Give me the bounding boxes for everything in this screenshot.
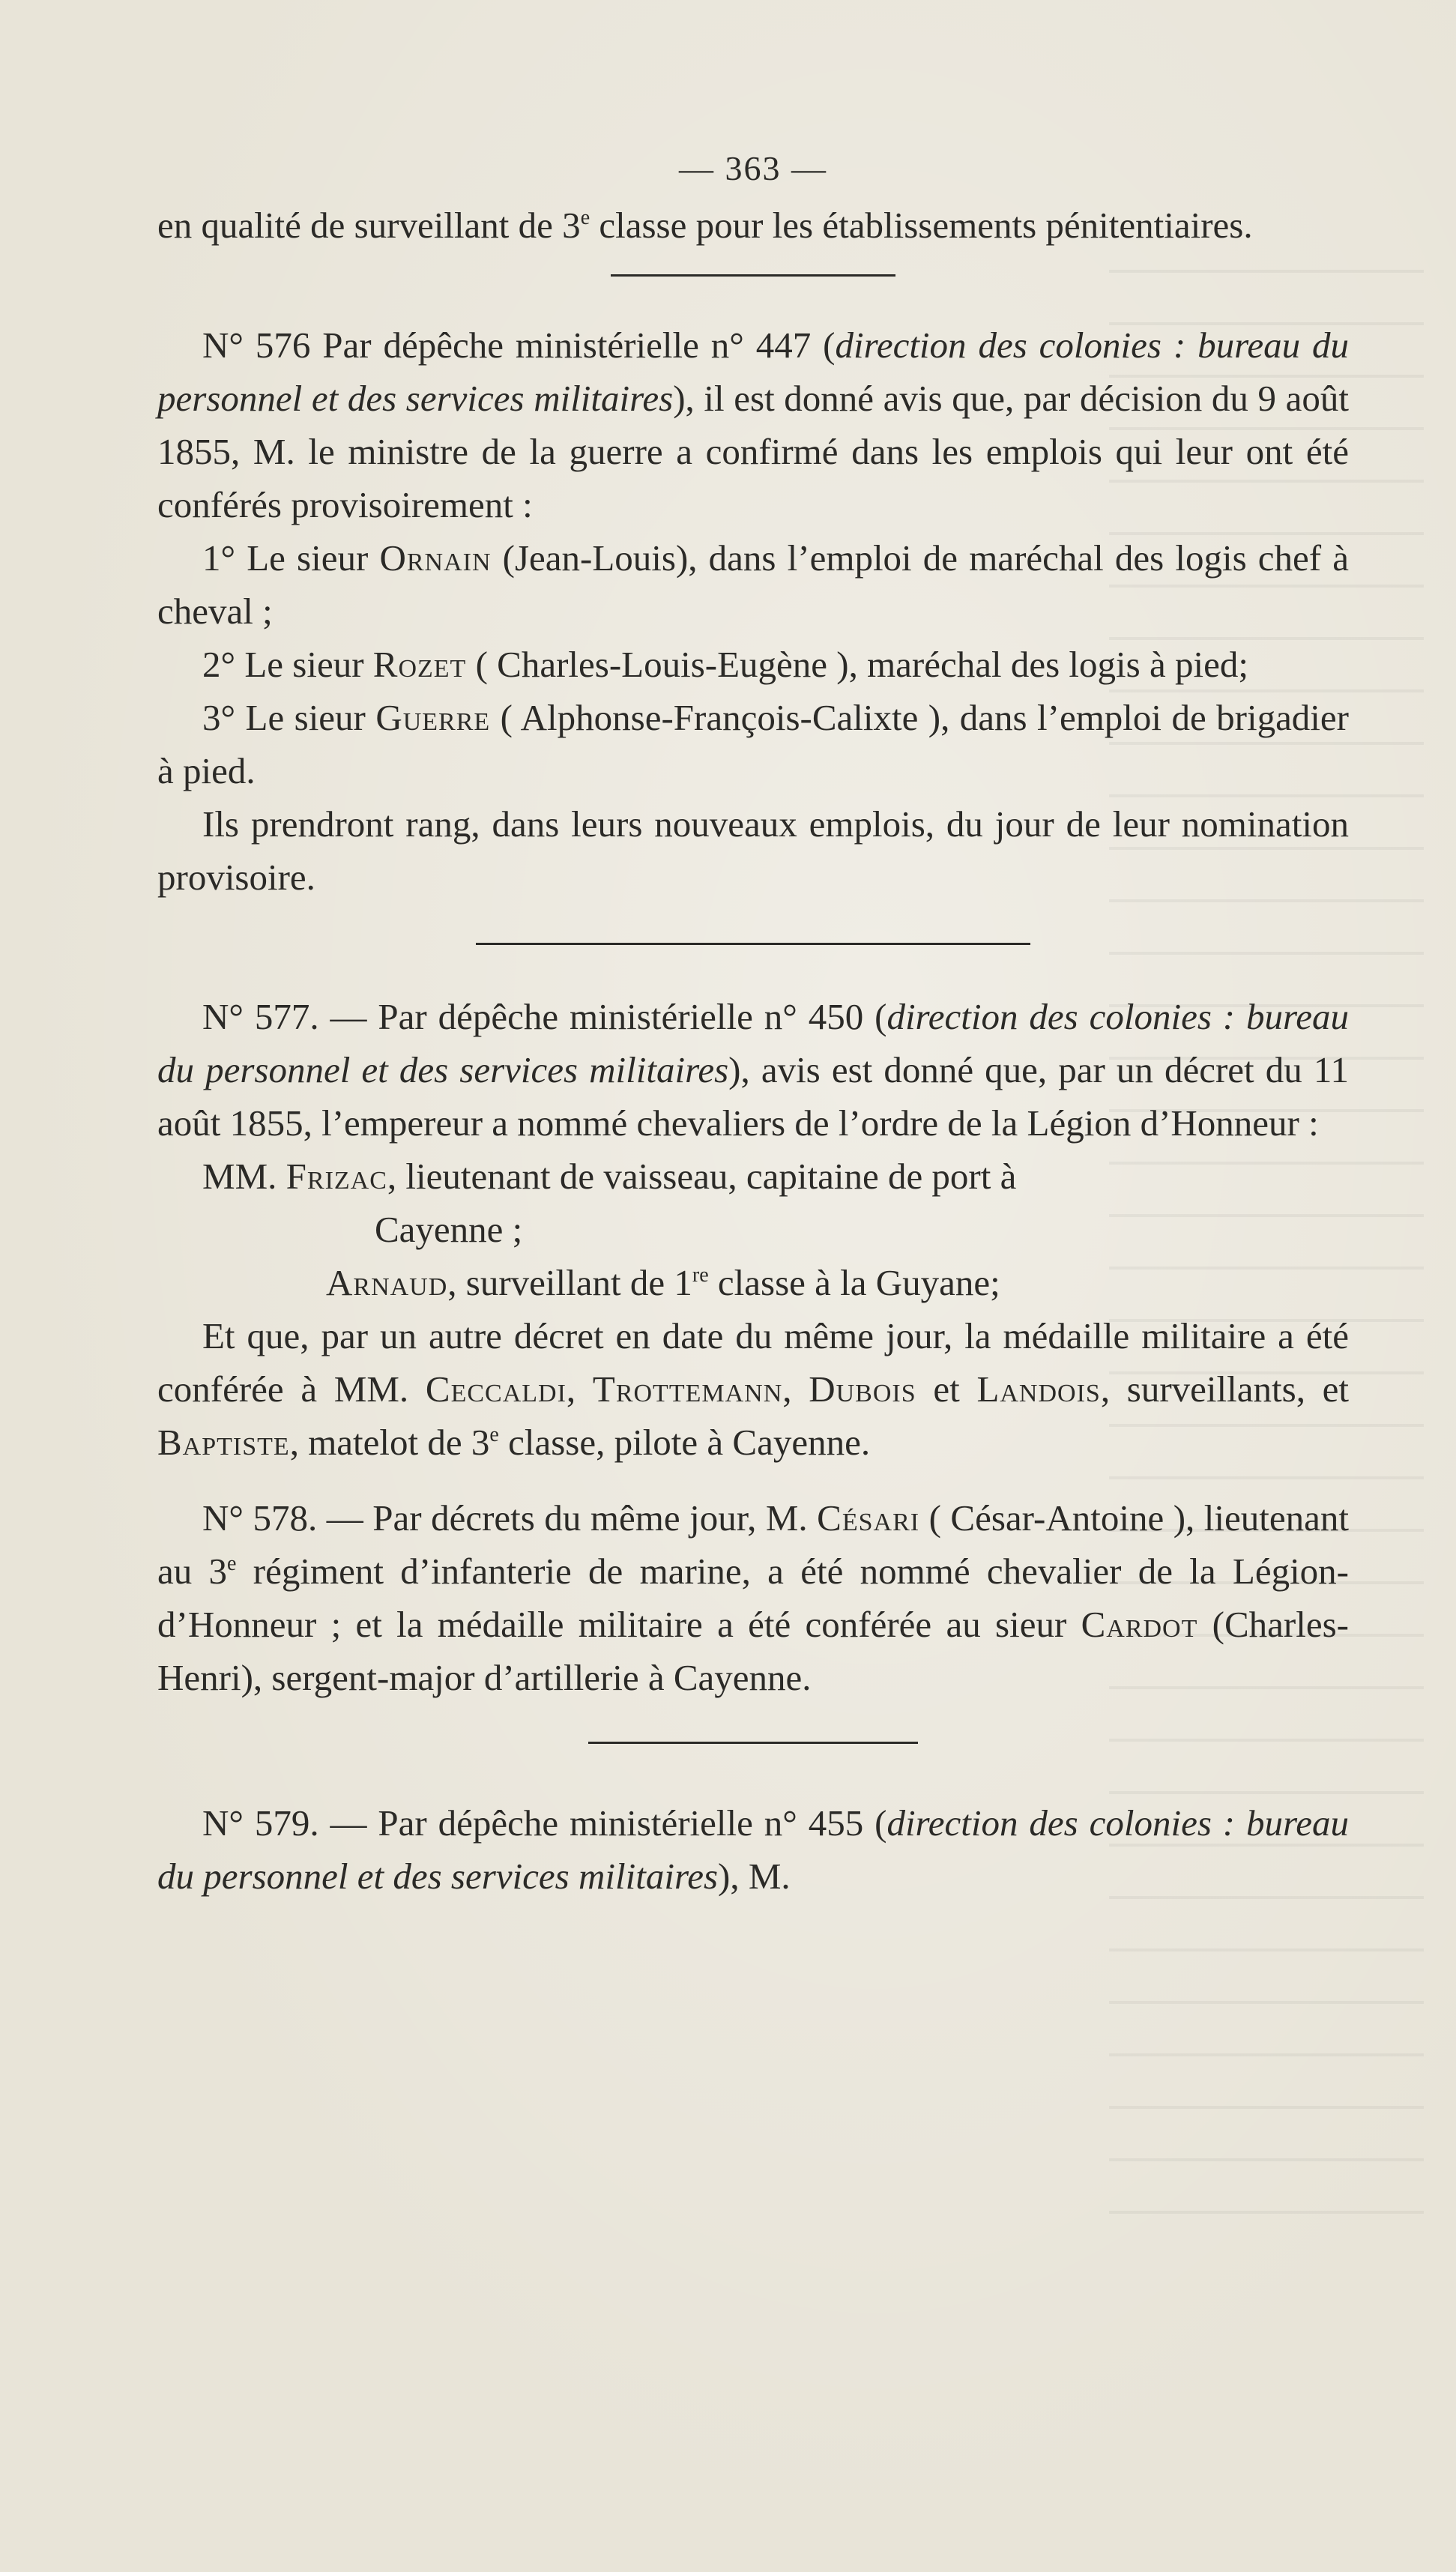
- p579-italic: direction des colonies : bureau du personnel et des services militaires: [157, 1802, 1349, 1897]
- p576-rest: ), il est donné avis que, par décision du 9 août 1855, M. le ministre de la guerre a confirmé dans les emplois qui leur ont été conférés provisoirement :: [157, 378, 1349, 525]
- sep: , surveillants, et: [1100, 1368, 1350, 1410]
- person-name: Landois: [976, 1368, 1101, 1410]
- person-name: Ceccaldi: [425, 1368, 567, 1410]
- item-text: , lieutenant de vaisseau, capitaine de port à: [387, 1156, 1017, 1197]
- medal-text: Et que, par un autre décret en date du même jour, la médaille militaire a été conférée à MM.: [157, 1315, 1349, 1410]
- intro-text: en qualité de surveillant de 3: [157, 205, 581, 246]
- paragraph-577: [157, 990, 1349, 1150]
- p578-text: (Charles-Henri), sergent-major d’artillerie à Cayenne.: [157, 1604, 1349, 1698]
- paragraph-579: [157, 1796, 1349, 1903]
- intro-sup: e: [580, 206, 590, 229]
- p576-item-2: [157, 638, 1349, 691]
- p578-text: régiment d’infanterie de marine, a été nommé chevalier de la Légion-d’Honneur ; et la médaille militaire a été conférée au sieur: [157, 1551, 1349, 1645]
- mm-prefix: MM.: [202, 1156, 286, 1197]
- p577-medal: [157, 1309, 1349, 1469]
- p579-rest: ), M.: [718, 1856, 791, 1897]
- person-name: Rozet: [372, 644, 467, 685]
- sep: ,: [566, 1368, 593, 1410]
- p577-arnaud: [157, 1256, 1349, 1309]
- text-column: [157, 146, 1349, 1903]
- item-prefix: 1° Le sieur: [202, 537, 380, 579]
- item-prefix: 3° Le sieur: [202, 697, 376, 738]
- p579-lead: N° 579. — Par dépêche ministérielle n° 455 (: [202, 1802, 887, 1844]
- person-name: Baptiste: [157, 1422, 290, 1463]
- p577-frizac-cont: Cayenne ;: [375, 1209, 523, 1250]
- section-divider: [476, 943, 1030, 945]
- page-number: — 363 —: [679, 149, 827, 187]
- p576-italic: direction des colonies : bureau du personnel et des services militaires: [157, 324, 1349, 419]
- person-name: Arnaud: [326, 1262, 448, 1303]
- paragraph-576: [157, 319, 1349, 531]
- person-name: Césari: [817, 1497, 920, 1539]
- item-text-end: classe à la Guyane;: [708, 1262, 1000, 1303]
- sep: , matelot de 3: [289, 1422, 490, 1463]
- p576-closing: Ils prendront rang, dans leurs nouveaux emplois, du jour de leur nomination provisoire.: [157, 803, 1349, 898]
- p578-sup: e: [227, 1552, 237, 1575]
- spacer: [157, 1469, 1349, 1491]
- item-sup: re: [692, 1264, 709, 1287]
- p578-text: ( César-Antoine ), lieutenant au 3: [157, 1497, 1349, 1592]
- medal-sup: e: [489, 1423, 499, 1446]
- p577-lead: N° 577. — Par dépêche ministérielle n° 450 (: [202, 996, 887, 1037]
- paragraph-578: [157, 1491, 1349, 1704]
- p577-italic: direction des colonies : bureau du personnel et des services militaires: [157, 996, 1349, 1090]
- person-name: Dubois: [809, 1368, 916, 1410]
- item-text: ( Charles-Louis-Eugène ), maréchal des logis à pied;: [466, 644, 1248, 685]
- p578-lead: N° 578. — Par décrets du même jour, M.: [202, 1497, 818, 1539]
- p577-frizac: [157, 1150, 1349, 1203]
- person-name: Trottemann: [592, 1368, 783, 1410]
- sep: et: [916, 1368, 977, 1410]
- person-name: Cardot: [1081, 1604, 1198, 1645]
- item-text: ( Alphonse-François-Calixte ), dans l’emploi de brigadier à pied.: [157, 697, 1349, 791]
- person-name: Frizac: [286, 1156, 387, 1197]
- person-name: Ornain: [379, 537, 492, 579]
- item-text: , surveillant de 1: [447, 1262, 692, 1303]
- section-divider: [588, 1742, 918, 1744]
- person-name: Guerre: [375, 697, 491, 738]
- medal-end: classe, pilote à Cayenne.: [498, 1422, 871, 1463]
- p577-rest: ), avis est donné que, par un décret du 11 août 1855, l’empereur a nommé chevaliers de l’ordre de la Légion d’Honneur :: [157, 1049, 1349, 1144]
- sep: ,: [782, 1368, 809, 1410]
- intro-paragraph: [157, 199, 1349, 252]
- p576-item-1: [157, 531, 1349, 638]
- item-prefix: 2° Le sieur: [202, 644, 373, 685]
- intro-text-end: classe pour les établissements pénitentiaires.: [590, 205, 1253, 246]
- section-divider: [611, 274, 895, 277]
- item-text: (Jean-Louis), dans l’emploi de maréchal des logis chef à cheval ;: [157, 537, 1349, 632]
- p576-item-3: [157, 691, 1349, 797]
- p576-lead: N° 576 Par dépêche ministérielle n° 447 (: [202, 324, 836, 366]
